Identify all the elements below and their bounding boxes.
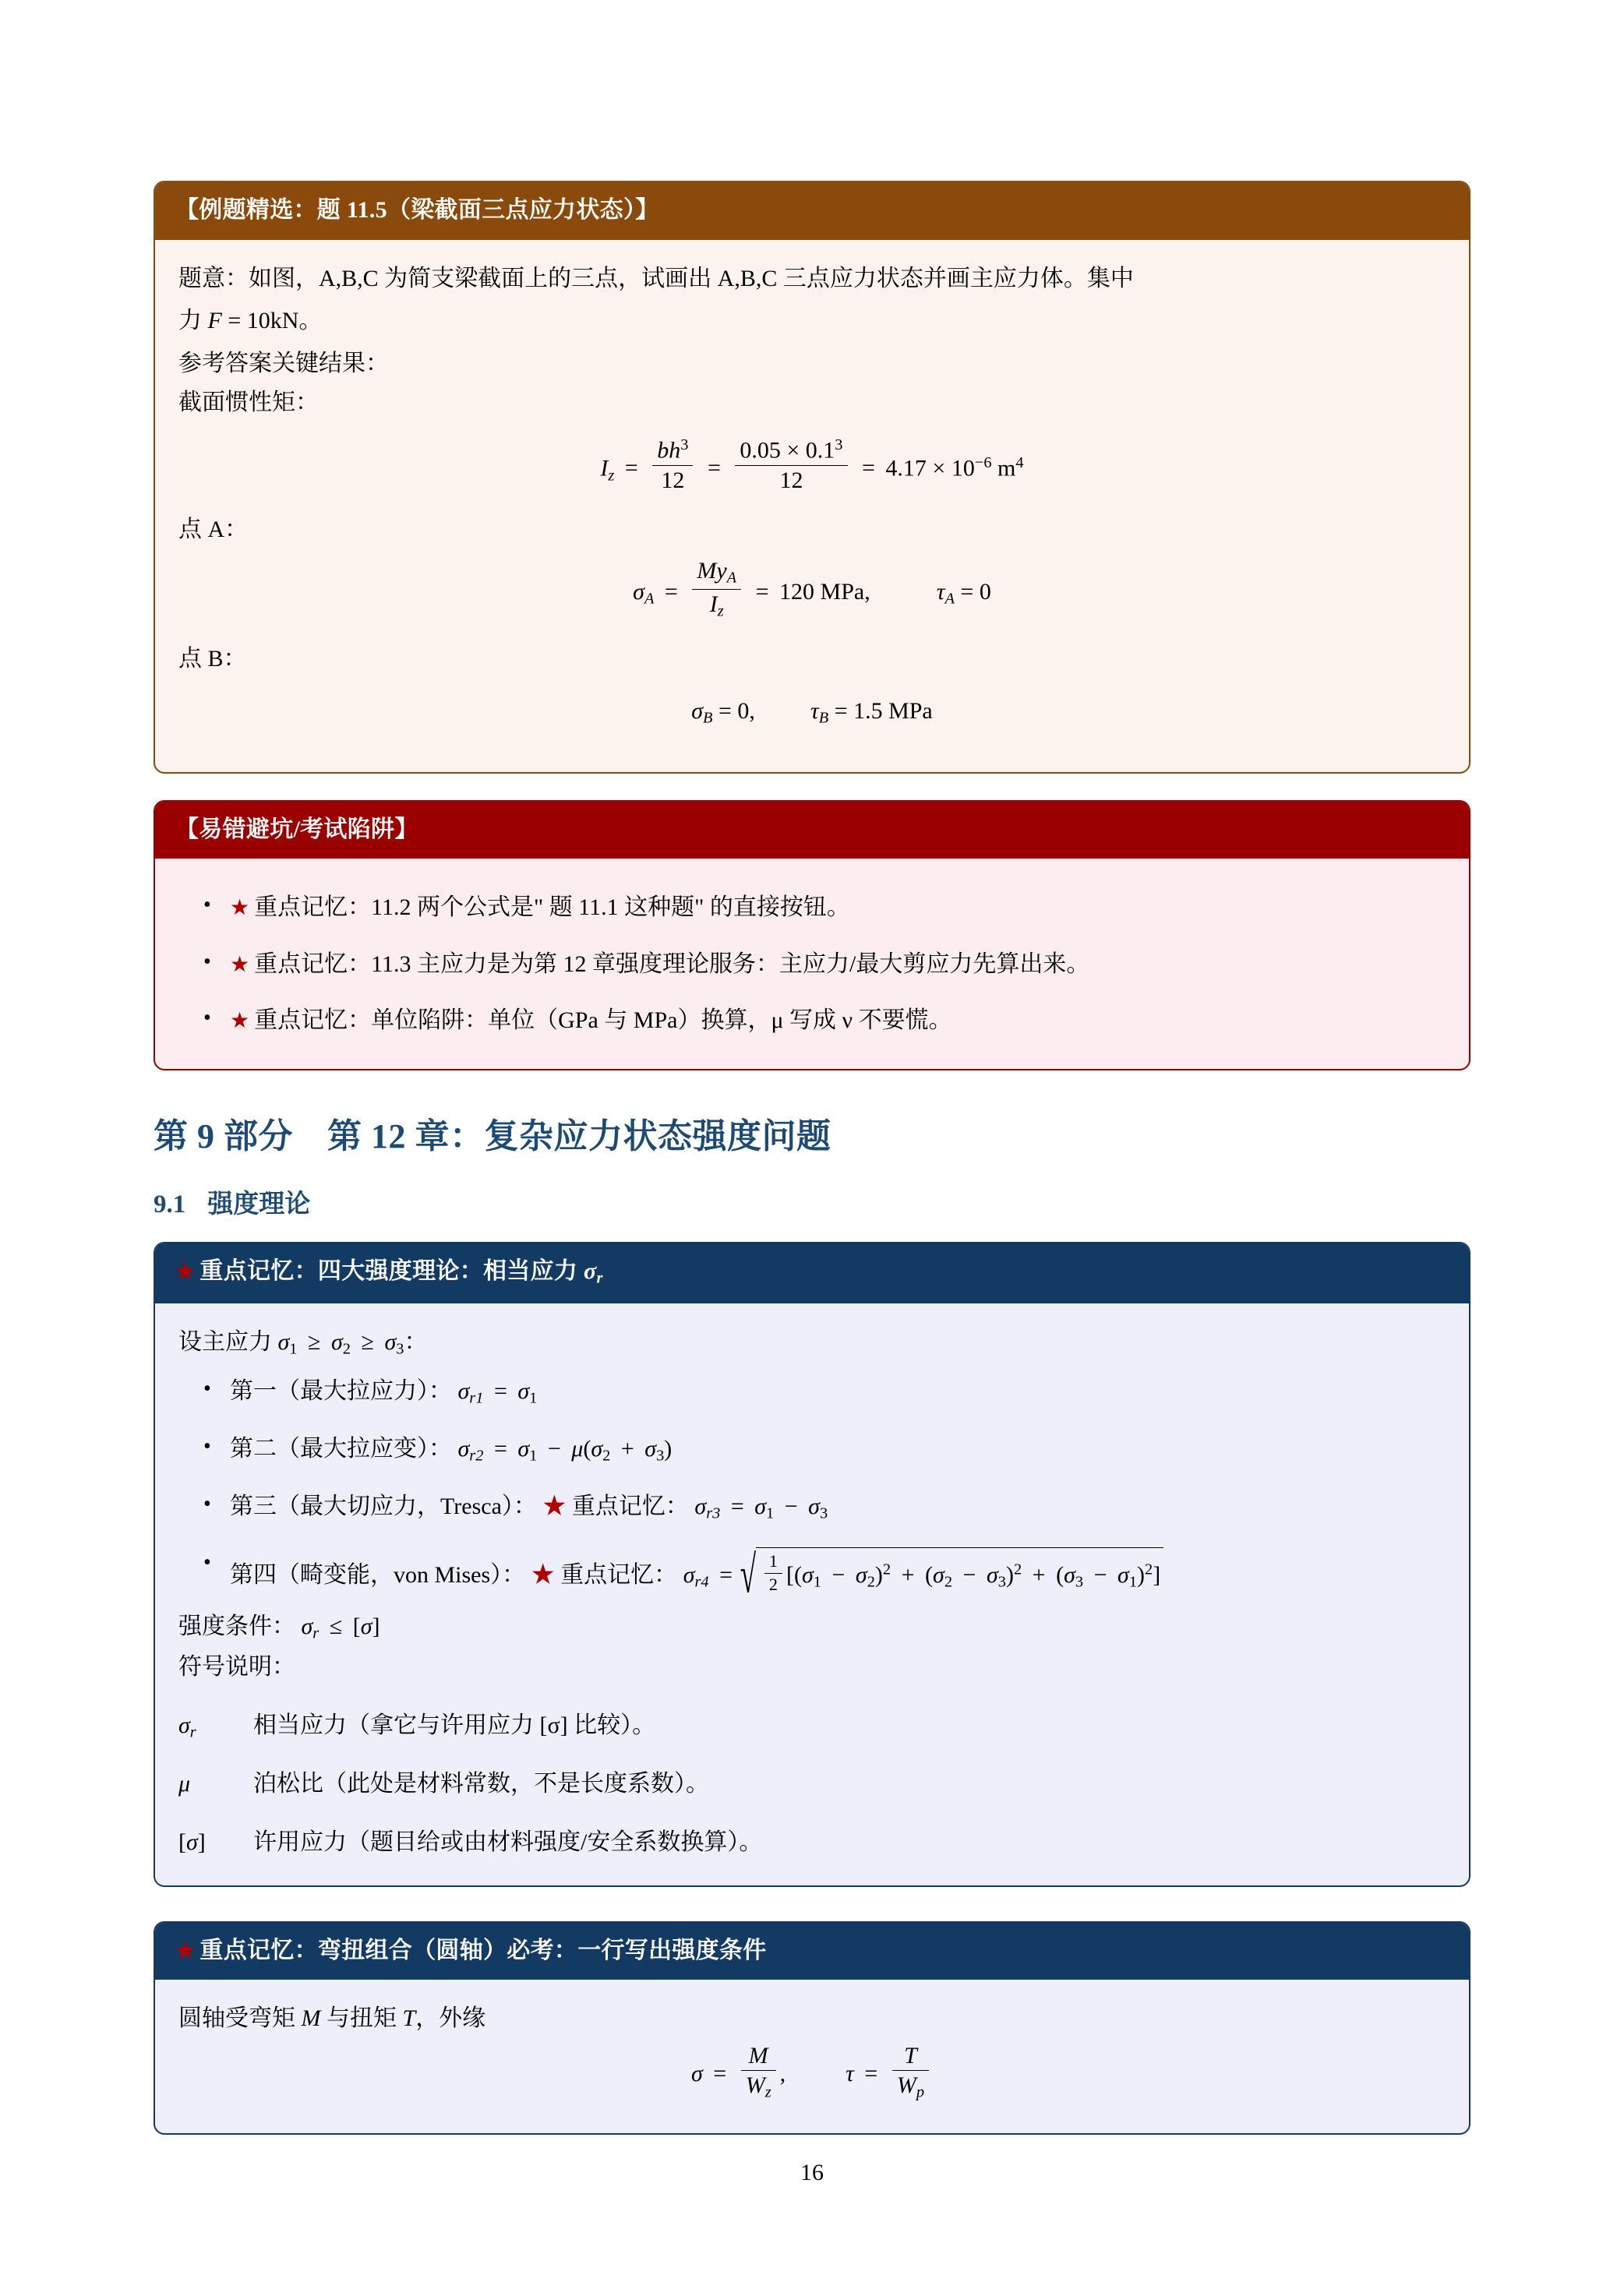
theory-3-star-note: 重点记忆： <box>571 1494 689 1520</box>
combined-desc-suffix: ，外缘 <box>415 2005 486 2031</box>
combined-frac1-denominator <box>741 2070 776 2102</box>
point-a-frac-denominator <box>692 589 741 621</box>
combined-fraction-tau <box>892 2043 929 2102</box>
pitfall-item-text: 重点记忆：11.2 两个公式是" 题 11.1 这种题" 的直接按钮。 <box>254 894 850 921</box>
pitfall-callout-box <box>154 800 1470 1070</box>
star-icon: ★ <box>230 1009 250 1034</box>
pitfall-box-body <box>155 859 1469 1069</box>
strength-condition-label: 强度条件： <box>178 1614 295 1640</box>
theory-box-title <box>155 1243 1469 1303</box>
point-a-frac-num-sub: A <box>726 569 737 587</box>
theory-2-label: 第二（最大拉应变）： <box>230 1436 452 1462</box>
force-value: = 10kN。 <box>228 308 323 334</box>
combined-frac1-numerator: M <box>748 2042 768 2069</box>
combined-box-title <box>155 1923 1469 1980</box>
inertia-lhs: I <box>600 455 609 481</box>
section-title-text: 强度理论 <box>207 1190 311 1219</box>
theory-1-formula: $\sigma_{r1} = \sigma_1$ <box>457 1377 538 1407</box>
torque-symbol: T <box>402 2005 416 2031</box>
point-b-sigma-sub: B <box>703 709 713 727</box>
theory-3-formula: $\sigma_{r3} = \sigma_1 - \sigma_3$ <box>694 1494 828 1523</box>
pitfall-item-text: 重点记忆：11.3 主应力是为第 12 章强度理论服务：主应力/最大剪应力先算出来。 <box>254 950 1090 977</box>
list-item <box>230 890 1446 926</box>
pitfall-item-text: 重点记忆：单位陷阱：单位（GPa 与 MPa）换算，μ 写成 ν 不要慌。 <box>254 1007 952 1034</box>
top-margin-spacer <box>154 0 1470 181</box>
list-item <box>230 1547 1446 1603</box>
combined-frac2-numerator: T <box>904 2042 917 2069</box>
equation-section-inertia <box>178 436 1446 494</box>
inertia-result-value: 4.17 × 10 <box>885 455 975 481</box>
symbol-allowable-stress-description: 许用应力（题目给或由材料强度/安全系数换算）。 <box>253 1829 763 1855</box>
point-b-tau-sub: B <box>818 709 829 727</box>
symbol-mu: μ <box>178 1771 191 1797</box>
inertia-fraction-2 <box>735 436 847 494</box>
combined-frac1-den-sub: z <box>764 2083 771 2101</box>
point-a-eq-2: = <box>755 579 769 605</box>
combined-frac2-den-sub: p <box>916 2083 925 2101</box>
inertia-result-unit-exp: 4 <box>1015 453 1024 471</box>
point-a-sigma: σ <box>633 579 644 605</box>
example-box-body <box>155 240 1469 772</box>
inertia-eq-3: = <box>862 455 875 481</box>
inertia-frac2-num-exp: 3 <box>835 436 843 453</box>
theory-title-symbol: σ <box>584 1257 597 1284</box>
combined-sigma: σ <box>690 2060 703 2086</box>
combined-frac2-denominator <box>892 2070 929 2102</box>
star-icon: ★ <box>531 1561 555 1588</box>
point-a-label: 点 A： <box>178 516 249 542</box>
equation-combined-stress <box>178 2043 1446 2102</box>
symbol-mu-description: 泊松比（此处是材料常数，不是长度系数）。 <box>253 1771 709 1797</box>
list-item <box>230 1374 1446 1411</box>
inertia-frac2-denominator: 12 <box>735 465 847 494</box>
inertia-frac1-numerator <box>652 436 693 465</box>
symbol-row-mu <box>178 1765 1446 1804</box>
theory-box-body <box>155 1303 1469 1885</box>
section-number: 9.1 <box>154 1190 186 1219</box>
combined-desc-mid: 与扭矩 <box>327 2005 397 2031</box>
part-label: 第 9 部分 <box>154 1116 293 1155</box>
star-icon: ★ <box>542 1494 567 1520</box>
strength-condition-line <box>178 1608 1446 1647</box>
page-content <box>154 0 1470 2161</box>
symbol-sigma-r-description: 相当应力（拿它与许用应力 [σ] 比较）。 <box>253 1712 656 1738</box>
combined-box-title-text: 重点记忆：弯扭组合（圆轴）必考：一行写出强度条件 <box>199 1937 767 1963</box>
inertia-frac2-num-text: 0.05 × 0.1 <box>740 437 835 464</box>
combined-eq-1: = <box>713 2060 727 2086</box>
inertia-lhs-sub: z <box>608 467 615 485</box>
inertia-fraction-1 <box>652 436 693 494</box>
combined-tau: τ <box>846 2060 854 2086</box>
list-item <box>230 1003 1446 1039</box>
symbol-allowable-stress: [σ] <box>178 1829 206 1855</box>
page-number: 16 <box>800 2160 824 2185</box>
point-a-frac-numerator <box>692 558 741 589</box>
point-a-sigma-sub: A <box>644 590 655 608</box>
inertia-eq-1: = <box>624 455 638 481</box>
answer-label: 参考答案关键结果： <box>178 350 389 376</box>
combined-loading-callout-box <box>154 1921 1470 2135</box>
inertia-label: 截面惯性矩： <box>178 390 319 416</box>
example-box-title: 【例题精选：题 11.5（梁截面三点应力状态）】 <box>155 182 1469 240</box>
combined-eq-2: = <box>864 2060 878 2086</box>
symbol-row-sigma-r <box>178 1707 1446 1746</box>
symbol-row-allowable-stress <box>178 1824 1446 1862</box>
point-a-sigma-value: 120 MPa, <box>779 579 870 605</box>
example-prompt-paragraph <box>178 260 1446 298</box>
point-a-tau-value: = 0 <box>960 579 991 605</box>
combined-fraction-sigma <box>741 2043 776 2102</box>
prompt-label: 题意： <box>178 265 249 291</box>
theory-box-title-text: 重点记忆：四大强度理论：相当应力 <box>199 1257 578 1284</box>
force-symbol: F <box>207 308 222 334</box>
point-a-frac-num-var: My <box>697 558 727 584</box>
point-b-sigma-value: = 0, <box>718 697 755 724</box>
intro-prefix: 设主应力 <box>178 1328 272 1355</box>
strength-condition-formula: $\sigma_r \le [\sigma]$ <box>301 1614 380 1642</box>
theory-1-label: 第一（最大拉应力）： <box>230 1377 452 1404</box>
equation-point-a <box>178 558 1446 620</box>
point-b-sigma: σ <box>691 697 704 724</box>
theory-list <box>178 1374 1446 1603</box>
list-item <box>230 1431 1446 1469</box>
chapter-label: 第 12 章：复杂应力状态强度问题 <box>327 1116 831 1155</box>
combined-description <box>178 2000 1446 2038</box>
point-b-tau-value: = 1.5 MPa <box>834 697 933 724</box>
theory-2-formula: $\sigma_{r2} = \sigma_1 - \mu(\sigma_2 + \sigma_3)$ <box>457 1436 673 1465</box>
theory-4-star-note: 重点记忆： <box>560 1561 678 1588</box>
star-icon: ★ <box>175 1259 196 1284</box>
list-item <box>230 1489 1446 1526</box>
inertia-frac1-num-exp: 3 <box>680 436 689 453</box>
prompt-force-prefix: 力 <box>178 308 202 334</box>
combined-desc-prefix: 圆轴受弯矩 <box>178 2005 295 2031</box>
section-heading <box>154 1188 1470 1222</box>
symbol-sigma-r: $\sigma_r$ <box>178 1712 196 1741</box>
page-title <box>154 1114 1470 1159</box>
star-icon: ★ <box>175 1938 196 1963</box>
combined-frac2-den-var: W <box>896 2072 916 2099</box>
theory-title-symbol-sub: r <box>596 1269 603 1287</box>
prompt-text-line1: 如图，A,B,C 为简支梁截面上的三点，试画出 A,B,C 三点应力状态并画主应力体。集中 <box>249 265 1134 291</box>
theory-callout-box <box>154 1242 1470 1887</box>
theory-4-formula: $\sigma_{r4}$ = √ $\frac{1}{2}$ $[(\sigma_1 - \sigma_2)^2 + (\sigma_2 - \sigma_3)^2 + (\sigma_3 - \sigma_1)^2]$ <box>683 1562 1164 1588</box>
point-a-frac-den-var: I <box>709 591 718 617</box>
inertia-frac2-numerator <box>735 436 847 465</box>
inertia-result-exponent: −6 <box>974 453 992 471</box>
bending-moment-symbol: M <box>301 2005 321 2031</box>
equation-point-b <box>178 693 1446 732</box>
symbol-note-label: 符号说明： <box>178 1653 295 1680</box>
example-callout-box <box>154 181 1470 774</box>
star-icon: ★ <box>230 952 250 977</box>
inertia-eq-2: = <box>707 455 721 481</box>
example-prompt-paragraph-2 <box>178 302 1446 340</box>
point-a-eq-1: = <box>664 579 678 605</box>
intro-suffix: ： <box>404 1328 428 1355</box>
theory-4-label: 第四（畸变能，von Mises）： <box>230 1561 526 1588</box>
star-icon: ★ <box>230 896 250 921</box>
list-item <box>230 947 1446 983</box>
inertia-frac1-num-var: bh <box>657 437 681 464</box>
inertia-frac1-denominator: 12 <box>652 465 693 494</box>
combined-box-body <box>155 1980 1469 2133</box>
point-a-fraction <box>692 558 741 620</box>
point-b-label: 点 B： <box>178 646 247 672</box>
point-b-tau: τ <box>810 697 819 724</box>
point-a-frac-den-sub: z <box>717 602 724 620</box>
pitfall-box-title: 【易错避坑/考试陷阱】 <box>155 802 1469 859</box>
theory-3-label: 第三（最大切应力，Tresca）： <box>230 1494 537 1520</box>
inertia-result-unit: m <box>997 455 1016 481</box>
pitfall-list <box>178 890 1446 1039</box>
point-a-tau-sub: A <box>944 590 955 608</box>
principal-stress-intro: 设主应力 $\sigma_1 \ge \sigma_2 \ge \sigma_3$： <box>178 1328 428 1358</box>
combined-comma: , <box>779 2060 786 2086</box>
combined-frac1-den-var: W <box>745 2072 765 2099</box>
point-a-tau: τ <box>936 579 945 605</box>
